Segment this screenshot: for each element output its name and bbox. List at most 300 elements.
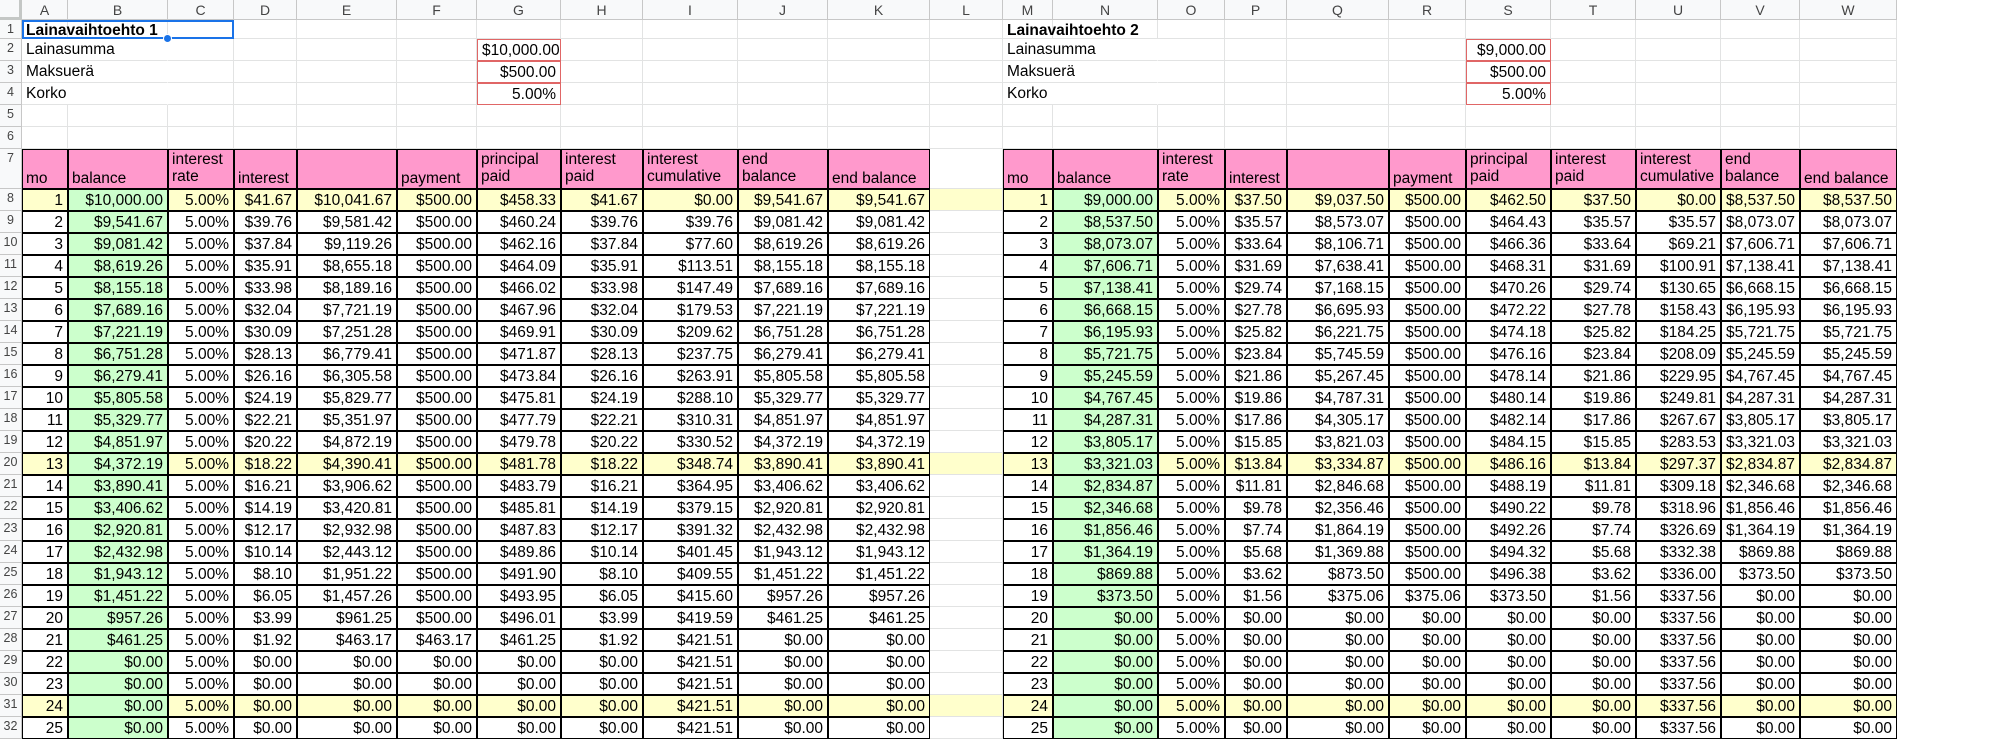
month-cell[interactable]: 11: [22, 409, 68, 431]
value-cell[interactable]: $3,805.17: [1721, 409, 1800, 431]
grid-cell[interactable]: [1003, 105, 1053, 127]
grid-cell[interactable]: [1800, 83, 1897, 105]
month-cell[interactable]: 13: [22, 453, 68, 475]
value-cell[interactable]: $0.00: [68, 717, 168, 739]
month-cell[interactable]: 3: [22, 233, 68, 255]
value-cell[interactable]: $0.00: [1800, 651, 1897, 673]
value-cell[interactable]: $3,321.03: [1800, 431, 1897, 453]
value-cell[interactable]: $35.57: [1225, 211, 1287, 233]
value-cell[interactable]: $391.32: [643, 519, 738, 541]
value-cell[interactable]: $500.00: [397, 497, 477, 519]
value-cell[interactable]: $6,221.75: [1287, 321, 1389, 343]
value-cell[interactable]: 5.00%: [1158, 431, 1225, 453]
value-cell[interactable]: $9,541.67: [68, 211, 168, 233]
value-cell[interactable]: $2,834.87: [1053, 475, 1158, 497]
value-cell[interactable]: $69.21: [1636, 233, 1721, 255]
value-cell[interactable]: $8,073.07: [1721, 211, 1800, 233]
loan1-input-value-1[interactable]: $500.00: [477, 61, 561, 83]
value-cell[interactable]: $9,081.42: [828, 211, 930, 233]
value-cell[interactable]: $1,369.88: [1287, 541, 1389, 563]
value-cell[interactable]: $32.04: [234, 299, 297, 321]
value-cell[interactable]: 5.00%: [168, 541, 234, 563]
value-cell[interactable]: $8,655.18: [297, 255, 397, 277]
value-cell[interactable]: 5.00%: [1158, 717, 1225, 739]
column-header-f[interactable]: F: [397, 0, 477, 20]
value-cell[interactable]: $500.00: [397, 255, 477, 277]
month-cell[interactable]: 10: [22, 387, 68, 409]
loan2-input-value-2[interactable]: 5.00%: [1466, 83, 1551, 105]
value-cell[interactable]: $30.09: [234, 321, 297, 343]
month-cell[interactable]: 9: [1003, 365, 1053, 387]
month-cell[interactable]: 4: [1003, 255, 1053, 277]
value-cell[interactable]: $3.62: [1551, 563, 1636, 585]
value-cell[interactable]: $486.16: [1466, 453, 1551, 475]
grid-cell[interactable]: [561, 105, 643, 127]
value-cell[interactable]: $113.51: [643, 255, 738, 277]
value-cell[interactable]: $500.00: [1389, 387, 1466, 409]
row-header-21[interactable]: 21: [0, 475, 22, 497]
value-cell[interactable]: 5.00%: [168, 211, 234, 233]
value-cell[interactable]: $29.74: [1225, 277, 1287, 299]
value-cell[interactable]: $0.00: [1053, 673, 1158, 695]
loan2-title[interactable]: Lainavaihtoehto 2: [1007, 22, 1139, 39]
value-cell[interactable]: 5.00%: [1158, 387, 1225, 409]
value-cell[interactable]: $25.82: [1225, 321, 1287, 343]
value-cell[interactable]: $2,346.68: [1053, 497, 1158, 519]
value-cell[interactable]: $482.14: [1466, 409, 1551, 431]
grid-cell[interactable]: [397, 61, 477, 83]
value-cell[interactable]: $0.00: [477, 651, 561, 673]
value-cell[interactable]: 5.00%: [1158, 695, 1225, 717]
grid-cell[interactable]: [930, 255, 1003, 277]
month-cell[interactable]: 16: [22, 519, 68, 541]
value-cell[interactable]: $8,073.07: [1053, 233, 1158, 255]
value-cell[interactable]: 5.00%: [168, 277, 234, 299]
value-cell[interactable]: $472.22: [1466, 299, 1551, 321]
value-cell[interactable]: $0.00: [1721, 673, 1800, 695]
value-cell[interactable]: 5.00%: [168, 651, 234, 673]
value-cell[interactable]: $0.00: [1721, 607, 1800, 629]
value-cell[interactable]: $4,851.97: [738, 409, 828, 431]
column-header-e[interactable]: E: [297, 0, 397, 20]
value-cell[interactable]: $1,856.46: [1800, 497, 1897, 519]
value-cell[interactable]: $23.84: [1551, 343, 1636, 365]
value-cell[interactable]: $37.84: [234, 233, 297, 255]
value-cell[interactable]: $0.00: [1389, 651, 1466, 673]
value-cell[interactable]: $464.43: [1466, 211, 1551, 233]
value-cell[interactable]: $337.56: [1636, 673, 1721, 695]
grid-cell[interactable]: [1636, 83, 1721, 105]
month-cell[interactable]: 3: [1003, 233, 1053, 255]
value-cell[interactable]: $0.00: [397, 717, 477, 739]
column-header-o[interactable]: O: [1158, 0, 1225, 20]
grid-cell[interactable]: [930, 497, 1003, 519]
grid-cell[interactable]: [1053, 105, 1158, 127]
value-cell[interactable]: $409.55: [643, 563, 738, 585]
value-cell[interactable]: $0.00: [1389, 695, 1466, 717]
value-cell[interactable]: $10,041.67: [297, 189, 397, 211]
value-cell[interactable]: $5.68: [1225, 541, 1287, 563]
value-cell[interactable]: $461.25: [738, 607, 828, 629]
value-cell[interactable]: $2,432.98: [828, 519, 930, 541]
value-cell[interactable]: $39.76: [643, 211, 738, 233]
value-cell[interactable]: $463.17: [297, 629, 397, 651]
value-cell[interactable]: $9,037.50: [1287, 189, 1389, 211]
value-cell[interactable]: $0.00: [738, 673, 828, 695]
value-cell[interactable]: 5.00%: [168, 629, 234, 651]
row-header-16[interactable]: 16: [0, 365, 22, 387]
value-cell[interactable]: $7.74: [1225, 519, 1287, 541]
value-cell[interactable]: $2,834.87: [1721, 453, 1800, 475]
value-cell[interactable]: 5.00%: [168, 695, 234, 717]
grid-cell[interactable]: [234, 127, 297, 149]
value-cell[interactable]: $15.85: [1225, 431, 1287, 453]
column-header-r[interactable]: R: [1389, 0, 1466, 20]
value-cell[interactable]: $0.00: [297, 673, 397, 695]
value-cell[interactable]: $0.00: [477, 695, 561, 717]
month-cell[interactable]: 21: [22, 629, 68, 651]
value-cell[interactable]: $379.15: [643, 497, 738, 519]
value-cell[interactable]: 5.00%: [168, 497, 234, 519]
grid-cell[interactable]: [828, 105, 930, 127]
value-cell[interactable]: $401.45: [643, 541, 738, 563]
value-cell[interactable]: $10.14: [234, 541, 297, 563]
value-cell[interactable]: $492.26: [1466, 519, 1551, 541]
value-cell[interactable]: $0.00: [828, 629, 930, 651]
month-cell[interactable]: 7: [1003, 321, 1053, 343]
month-cell[interactable]: 23: [22, 673, 68, 695]
grid-cell[interactable]: [1287, 127, 1389, 149]
value-cell[interactable]: $208.09: [1636, 343, 1721, 365]
grid-cell[interactable]: [930, 211, 1003, 233]
grid-cell[interactable]: [297, 105, 397, 127]
value-cell[interactable]: $6,668.15: [1053, 299, 1158, 321]
value-cell[interactable]: 5.00%: [168, 519, 234, 541]
grid-cell[interactable]: [738, 127, 828, 149]
row-header-14[interactable]: 14: [0, 321, 22, 343]
value-cell[interactable]: $6.05: [234, 585, 297, 607]
value-cell[interactable]: $0.00: [561, 695, 643, 717]
grid-cell[interactable]: [1636, 20, 1721, 39]
value-cell[interactable]: $7,689.16: [738, 277, 828, 299]
value-cell[interactable]: $500.00: [397, 321, 477, 343]
value-cell[interactable]: $22.21: [234, 409, 297, 431]
value-cell[interactable]: $9,119.26: [297, 233, 397, 255]
value-cell[interactable]: $7.74: [1551, 519, 1636, 541]
value-cell[interactable]: 5.00%: [1158, 343, 1225, 365]
grid-cell[interactable]: [738, 20, 828, 39]
value-cell[interactable]: $496.38: [1466, 563, 1551, 585]
value-cell[interactable]: $337.56: [1636, 607, 1721, 629]
row-header-18[interactable]: 18: [0, 409, 22, 431]
row-header-7[interactable]: 7: [0, 149, 22, 189]
grid-cell[interactable]: [930, 673, 1003, 695]
value-cell[interactable]: $0.00: [828, 695, 930, 717]
value-cell[interactable]: $16.21: [234, 475, 297, 497]
value-cell[interactable]: $0.00: [1053, 695, 1158, 717]
value-cell[interactable]: 5.00%: [168, 431, 234, 453]
highlight-cell[interactable]: [930, 695, 1003, 717]
value-cell[interactable]: $500.00: [1389, 541, 1466, 563]
value-cell[interactable]: $0.00: [561, 717, 643, 739]
value-cell[interactable]: $488.19: [1466, 475, 1551, 497]
value-cell[interactable]: $500.00: [1389, 519, 1466, 541]
value-cell[interactable]: $3,890.41: [828, 453, 930, 475]
value-cell[interactable]: $0.00: [1287, 717, 1389, 739]
grid-cell[interactable]: [234, 83, 297, 105]
value-cell[interactable]: $478.14: [1466, 365, 1551, 387]
value-cell[interactable]: $500.00: [1389, 497, 1466, 519]
value-cell[interactable]: $6,195.93: [1800, 299, 1897, 321]
month-cell[interactable]: 18: [22, 563, 68, 585]
grid-cell[interactable]: [828, 61, 930, 83]
value-cell[interactable]: $100.91: [1636, 255, 1721, 277]
value-cell[interactable]: $3,321.03: [1053, 453, 1158, 475]
value-cell[interactable]: $1,451.22: [828, 563, 930, 585]
value-cell[interactable]: $500.00: [397, 607, 477, 629]
grid-cell[interactable]: [930, 233, 1003, 255]
value-cell[interactable]: $0.00: [1800, 607, 1897, 629]
value-cell[interactable]: $957.26: [738, 585, 828, 607]
value-cell[interactable]: $500.00: [397, 563, 477, 585]
grid-cell[interactable]: [1466, 20, 1551, 39]
row-header-9[interactable]: 9: [0, 211, 22, 233]
value-cell[interactable]: $0.00: [1287, 607, 1389, 629]
value-cell[interactable]: $5,245.59: [1053, 365, 1158, 387]
row-header-2[interactable]: 2: [0, 39, 22, 61]
value-cell[interactable]: $41.67: [561, 189, 643, 211]
row-header-8[interactable]: 8: [0, 189, 22, 211]
month-cell[interactable]: 12: [1003, 431, 1053, 453]
value-cell[interactable]: $5,721.75: [1721, 321, 1800, 343]
value-cell[interactable]: 5.00%: [168, 475, 234, 497]
value-cell[interactable]: $4,372.19: [68, 453, 168, 475]
row-header-29[interactable]: 29: [0, 651, 22, 673]
value-cell[interactable]: $461.25: [477, 629, 561, 651]
value-cell[interactable]: $373.50: [1053, 585, 1158, 607]
value-cell[interactable]: $6,195.93: [1721, 299, 1800, 321]
value-cell[interactable]: $2,932.98: [297, 519, 397, 541]
value-cell[interactable]: $27.78: [1225, 299, 1287, 321]
value-cell[interactable]: $462.50: [1466, 189, 1551, 211]
value-cell[interactable]: $0.00: [1287, 651, 1389, 673]
grid-cell[interactable]: [168, 105, 234, 127]
value-cell[interactable]: $1,856.46: [1721, 497, 1800, 519]
value-cell[interactable]: $35.91: [561, 255, 643, 277]
grid-cell[interactable]: [1551, 83, 1636, 105]
grid-cell[interactable]: [1287, 39, 1389, 61]
value-cell[interactable]: $37.50: [1225, 189, 1287, 211]
grid-cell[interactable]: [828, 20, 930, 39]
value-cell[interactable]: $493.95: [477, 585, 561, 607]
value-cell[interactable]: $13.84: [1551, 453, 1636, 475]
month-cell[interactable]: 23: [1003, 673, 1053, 695]
value-cell[interactable]: $0.00: [828, 717, 930, 739]
month-cell[interactable]: 15: [22, 497, 68, 519]
grid-cell[interactable]: [930, 541, 1003, 563]
value-cell[interactable]: $2,846.68: [1287, 475, 1389, 497]
value-cell[interactable]: $869.88: [1800, 541, 1897, 563]
value-cell[interactable]: $375.06: [1389, 585, 1466, 607]
grid-cell[interactable]: [930, 321, 1003, 343]
month-cell[interactable]: 20: [1003, 607, 1053, 629]
value-cell[interactable]: $462.16: [477, 233, 561, 255]
value-cell[interactable]: $470.26: [1466, 277, 1551, 299]
value-cell[interactable]: $421.51: [643, 629, 738, 651]
value-cell[interactable]: 5.00%: [168, 607, 234, 629]
value-cell[interactable]: $330.52: [643, 431, 738, 453]
month-cell[interactable]: 5: [22, 277, 68, 299]
value-cell[interactable]: $8,619.26: [828, 233, 930, 255]
grid-cell[interactable]: [168, 39, 234, 61]
row-header-30[interactable]: 30: [0, 673, 22, 695]
value-cell[interactable]: $500.00: [1389, 189, 1466, 211]
grid-cell[interactable]: [561, 39, 643, 61]
grid-cell[interactable]: [930, 365, 1003, 387]
value-cell[interactable]: $0.00: [1225, 673, 1287, 695]
value-cell[interactable]: $500.00: [1389, 431, 1466, 453]
month-cell[interactable]: 20: [22, 607, 68, 629]
value-cell[interactable]: $10.14: [561, 541, 643, 563]
month-cell[interactable]: 11: [1003, 409, 1053, 431]
value-cell[interactable]: $22.21: [561, 409, 643, 431]
grid-cell[interactable]: [930, 563, 1003, 585]
value-cell[interactable]: $5,805.58: [828, 365, 930, 387]
value-cell[interactable]: $476.16: [1466, 343, 1551, 365]
value-cell[interactable]: $9,000.00: [1053, 189, 1158, 211]
value-cell[interactable]: 5.00%: [1158, 365, 1225, 387]
grid-cell[interactable]: [930, 149, 1003, 189]
grid-cell[interactable]: [930, 431, 1003, 453]
value-cell[interactable]: $7,221.19: [738, 299, 828, 321]
grid-cell[interactable]: [1225, 83, 1287, 105]
value-cell[interactable]: $13.84: [1225, 453, 1287, 475]
value-cell[interactable]: $8,537.50: [1053, 211, 1158, 233]
value-cell[interactable]: $0.00: [1800, 629, 1897, 651]
value-cell[interactable]: $0.00: [1551, 607, 1636, 629]
value-cell[interactable]: $2,920.81: [738, 497, 828, 519]
value-cell[interactable]: $460.24: [477, 211, 561, 233]
grid-cell[interactable]: [22, 127, 68, 149]
grid-cell[interactable]: [1466, 127, 1551, 149]
value-cell[interactable]: $6,195.93: [1053, 321, 1158, 343]
value-cell[interactable]: $496.01: [477, 607, 561, 629]
row-header-19[interactable]: 19: [0, 431, 22, 453]
grid-cell[interactable]: [561, 83, 643, 105]
value-cell[interactable]: $3,890.41: [738, 453, 828, 475]
value-cell[interactable]: $0.00: [397, 651, 477, 673]
grid-cell[interactable]: [828, 39, 930, 61]
grid-cell[interactable]: [1551, 20, 1636, 39]
grid-cell[interactable]: [1721, 39, 1800, 61]
value-cell[interactable]: $7,638.41: [1287, 255, 1389, 277]
value-cell[interactable]: $7,138.41: [1053, 277, 1158, 299]
value-cell[interactable]: $6,305.58: [297, 365, 397, 387]
value-cell[interactable]: $2,834.87: [1800, 453, 1897, 475]
grid-cell[interactable]: [1389, 105, 1466, 127]
value-cell[interactable]: $500.00: [397, 387, 477, 409]
value-cell[interactable]: $0.00: [234, 717, 297, 739]
value-cell[interactable]: $464.09: [477, 255, 561, 277]
value-cell[interactable]: $1,943.12: [68, 563, 168, 585]
grid-cell[interactable]: [1800, 105, 1897, 127]
value-cell[interactable]: $20.22: [234, 431, 297, 453]
value-cell[interactable]: $35.57: [1551, 211, 1636, 233]
grid-cell[interactable]: [1800, 39, 1897, 61]
value-cell[interactable]: $5,267.45: [1287, 365, 1389, 387]
value-cell[interactable]: 5.00%: [1158, 233, 1225, 255]
value-cell[interactable]: $0.00: [1551, 629, 1636, 651]
value-cell[interactable]: $500.00: [397, 299, 477, 321]
value-cell[interactable]: 5.00%: [1158, 607, 1225, 629]
value-cell[interactable]: $0.00: [738, 651, 828, 673]
value-cell[interactable]: $0.00: [1389, 607, 1466, 629]
value-cell[interactable]: $373.50: [1466, 585, 1551, 607]
value-cell[interactable]: 5.00%: [168, 233, 234, 255]
value-cell[interactable]: 5.00%: [168, 255, 234, 277]
value-cell[interactable]: $1.92: [234, 629, 297, 651]
value-cell[interactable]: $0.00: [234, 651, 297, 673]
value-cell[interactable]: $485.81: [477, 497, 561, 519]
grid-cell[interactable]: [1158, 61, 1225, 83]
grid-cell[interactable]: [1287, 20, 1389, 39]
grid-cell[interactable]: [1800, 20, 1897, 39]
value-cell[interactable]: $5,721.75: [1053, 343, 1158, 365]
grid-cell[interactable]: [397, 127, 477, 149]
value-cell[interactable]: $0.00: [1466, 673, 1551, 695]
grid-cell[interactable]: [1389, 20, 1466, 39]
month-cell[interactable]: 8: [22, 343, 68, 365]
value-cell[interactable]: 5.00%: [1158, 453, 1225, 475]
grid-cell[interactable]: [930, 277, 1003, 299]
row-header-26[interactable]: 26: [0, 585, 22, 607]
grid-cell[interactable]: [738, 61, 828, 83]
value-cell[interactable]: $19.86: [1551, 387, 1636, 409]
value-cell[interactable]: $461.25: [68, 629, 168, 651]
loan2-input-value-0[interactable]: $9,000.00: [1466, 39, 1551, 61]
value-cell[interactable]: $0.00: [297, 717, 397, 739]
month-cell[interactable]: 6: [22, 299, 68, 321]
value-cell[interactable]: $0.00: [234, 673, 297, 695]
value-cell[interactable]: $4,390.41: [297, 453, 397, 475]
value-cell[interactable]: $33.98: [234, 277, 297, 299]
value-cell[interactable]: 5.00%: [1158, 255, 1225, 277]
value-cell[interactable]: $2,356.46: [1287, 497, 1389, 519]
value-cell[interactable]: $179.53: [643, 299, 738, 321]
value-cell[interactable]: 5.00%: [1158, 321, 1225, 343]
value-cell[interactable]: $4,767.45: [1800, 365, 1897, 387]
value-cell[interactable]: $0.00: [1389, 673, 1466, 695]
value-cell[interactable]: $2,920.81: [828, 497, 930, 519]
value-cell[interactable]: $961.25: [297, 607, 397, 629]
value-cell[interactable]: $28.13: [234, 343, 297, 365]
value-cell[interactable]: $3,821.03: [1287, 431, 1389, 453]
value-cell[interactable]: $0.00: [1800, 717, 1897, 739]
value-cell[interactable]: $17.86: [1551, 409, 1636, 431]
grid-cell[interactable]: [930, 127, 1003, 149]
value-cell[interactable]: $2,432.98: [68, 541, 168, 563]
value-cell[interactable]: $4,305.17: [1287, 409, 1389, 431]
value-cell[interactable]: $6,751.28: [828, 321, 930, 343]
value-cell[interactable]: $3,334.87: [1287, 453, 1389, 475]
grid-cell[interactable]: [1551, 39, 1636, 61]
column-header-s[interactable]: S: [1466, 0, 1551, 20]
grid-cell[interactable]: [1158, 105, 1225, 127]
value-cell[interactable]: $12.17: [561, 519, 643, 541]
grid-cell[interactable]: [1551, 127, 1636, 149]
value-cell[interactable]: $0.00: [828, 673, 930, 695]
value-cell[interactable]: $500.00: [397, 365, 477, 387]
